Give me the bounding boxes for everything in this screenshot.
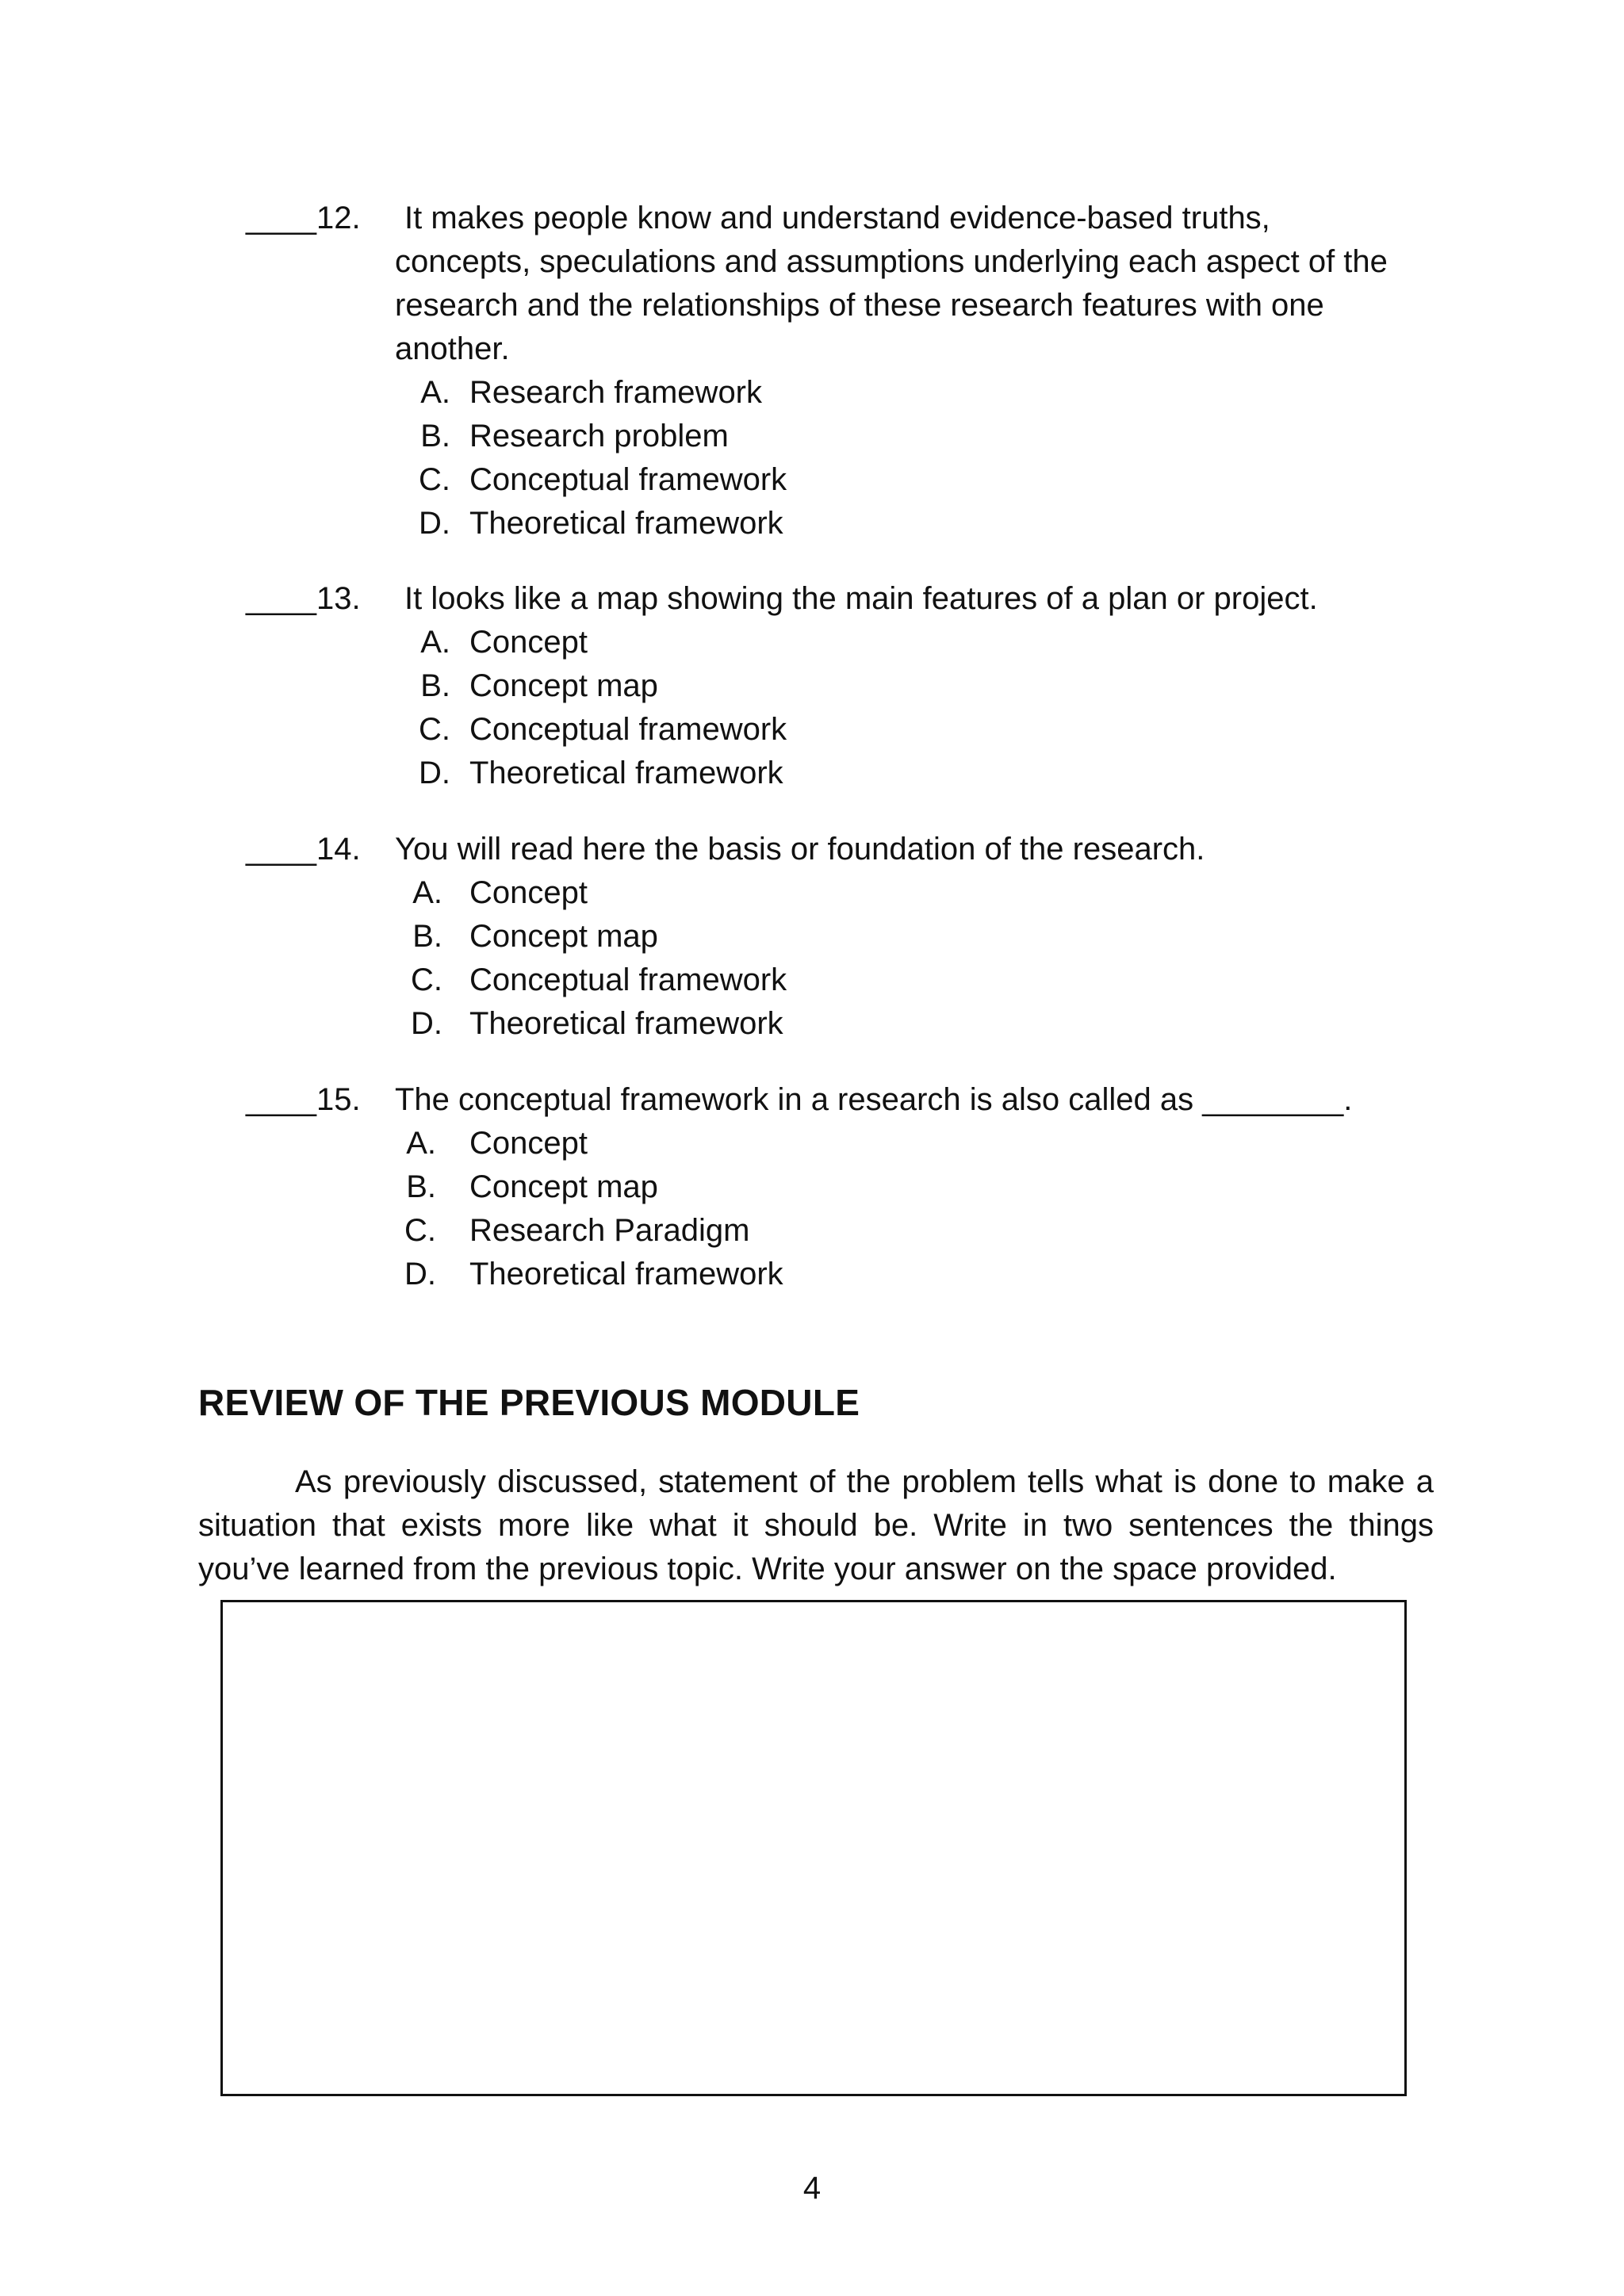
option-a	[246, 871, 1483, 915]
option-text: Conceptual framework	[469, 712, 787, 747]
question-15	[246, 1078, 1483, 1296]
option-letter: A.	[406, 1126, 436, 1161]
option-letter: B.	[420, 668, 450, 703]
option-a	[246, 1122, 1483, 1165]
question-12	[246, 197, 1483, 545]
option-text: Theoretical framework	[469, 1257, 783, 1292]
option-c	[246, 708, 1483, 752]
option-letter: C.	[411, 962, 442, 997]
section-heading: REVIEW OF THE PREVIOUS MODULE	[198, 1382, 860, 1423]
question-14	[246, 828, 1483, 1046]
option-letter: C.	[419, 462, 450, 497]
question-stem-line: another.	[395, 331, 510, 366]
option-text: Research framework	[469, 375, 763, 410]
question-13	[246, 577, 1483, 795]
option-c	[246, 458, 1483, 502]
option-text: Theoretical framework	[469, 756, 783, 790]
question-stem-line: The conceptual framework in a research is also called as ________.	[395, 1082, 1353, 1117]
option-b	[246, 415, 1483, 458]
option-letter: B.	[412, 919, 442, 954]
option-text: Concept	[469, 1126, 588, 1161]
option-list	[246, 1122, 1483, 1296]
option-b	[246, 664, 1483, 708]
option-letter: A.	[420, 625, 450, 660]
answer-blank: ____15.	[246, 1082, 361, 1117]
question-stem-line: You will read here the basis or foundation of the research.	[395, 832, 1205, 867]
option-d	[246, 502, 1483, 545]
option-letter: B.	[420, 419, 450, 453]
option-text: Concept	[469, 625, 588, 660]
option-list	[246, 871, 1483, 1046]
option-text: Research problem	[469, 419, 729, 453]
question-stem-line: It looks like a map showing the main features of a plan or project.	[404, 581, 1318, 616]
page-number: 4	[802, 2171, 822, 2206]
option-letter: A.	[420, 375, 450, 410]
option-b	[246, 915, 1483, 959]
option-letter: D.	[419, 506, 450, 541]
answer-blank: ____12.	[246, 201, 361, 235]
option-letter: C.	[419, 712, 450, 747]
option-d	[246, 1002, 1483, 1046]
option-text: Concept map	[469, 668, 658, 703]
option-text: Theoretical framework	[469, 506, 783, 541]
option-text: Theoretical framework	[469, 1006, 783, 1041]
option-list	[246, 371, 1483, 545]
option-letter: D.	[411, 1006, 442, 1041]
option-text: Research Paradigm	[469, 1213, 750, 1248]
option-list	[246, 621, 1483, 795]
option-c	[246, 959, 1483, 1002]
option-letter: C.	[404, 1213, 436, 1248]
option-text: Conceptual framework	[469, 462, 787, 497]
option-a	[246, 371, 1483, 415]
answer-blank: ____14.	[246, 832, 361, 867]
option-letter: D.	[404, 1257, 436, 1292]
question-stem-line: research and the relationships of these research features with one	[395, 288, 1324, 323]
option-c	[246, 1209, 1483, 1253]
review-paragraph-text: As previously discussed, statement of the problem tells what is done to make a situation that exists more like what it should be. Write in two sentences the things you’ve learned from the previous topic. Write your answer on the space provided.	[198, 1464, 1434, 1586]
option-b	[246, 1165, 1483, 1209]
option-text: Conceptual framework	[469, 962, 787, 997]
answer-blank: ____13.	[246, 581, 361, 616]
option-text: Concept map	[469, 919, 658, 954]
option-letter: B.	[406, 1169, 436, 1204]
answer-box[interactable]	[220, 1600, 1407, 2096]
option-letter: D.	[419, 756, 450, 790]
option-letter: A.	[412, 875, 442, 910]
option-text: Concept map	[469, 1169, 658, 1204]
option-d	[246, 752, 1483, 795]
option-text: Concept	[469, 875, 588, 910]
question-stem-line: It makes people know and understand evidence-based truths,	[404, 201, 1270, 235]
review-paragraph	[198, 1460, 1434, 1591]
option-d	[246, 1253, 1483, 1296]
question-stem-line: concepts, speculations and assumptions underlying each aspect of the	[395, 244, 1388, 279]
option-a	[246, 621, 1483, 664]
